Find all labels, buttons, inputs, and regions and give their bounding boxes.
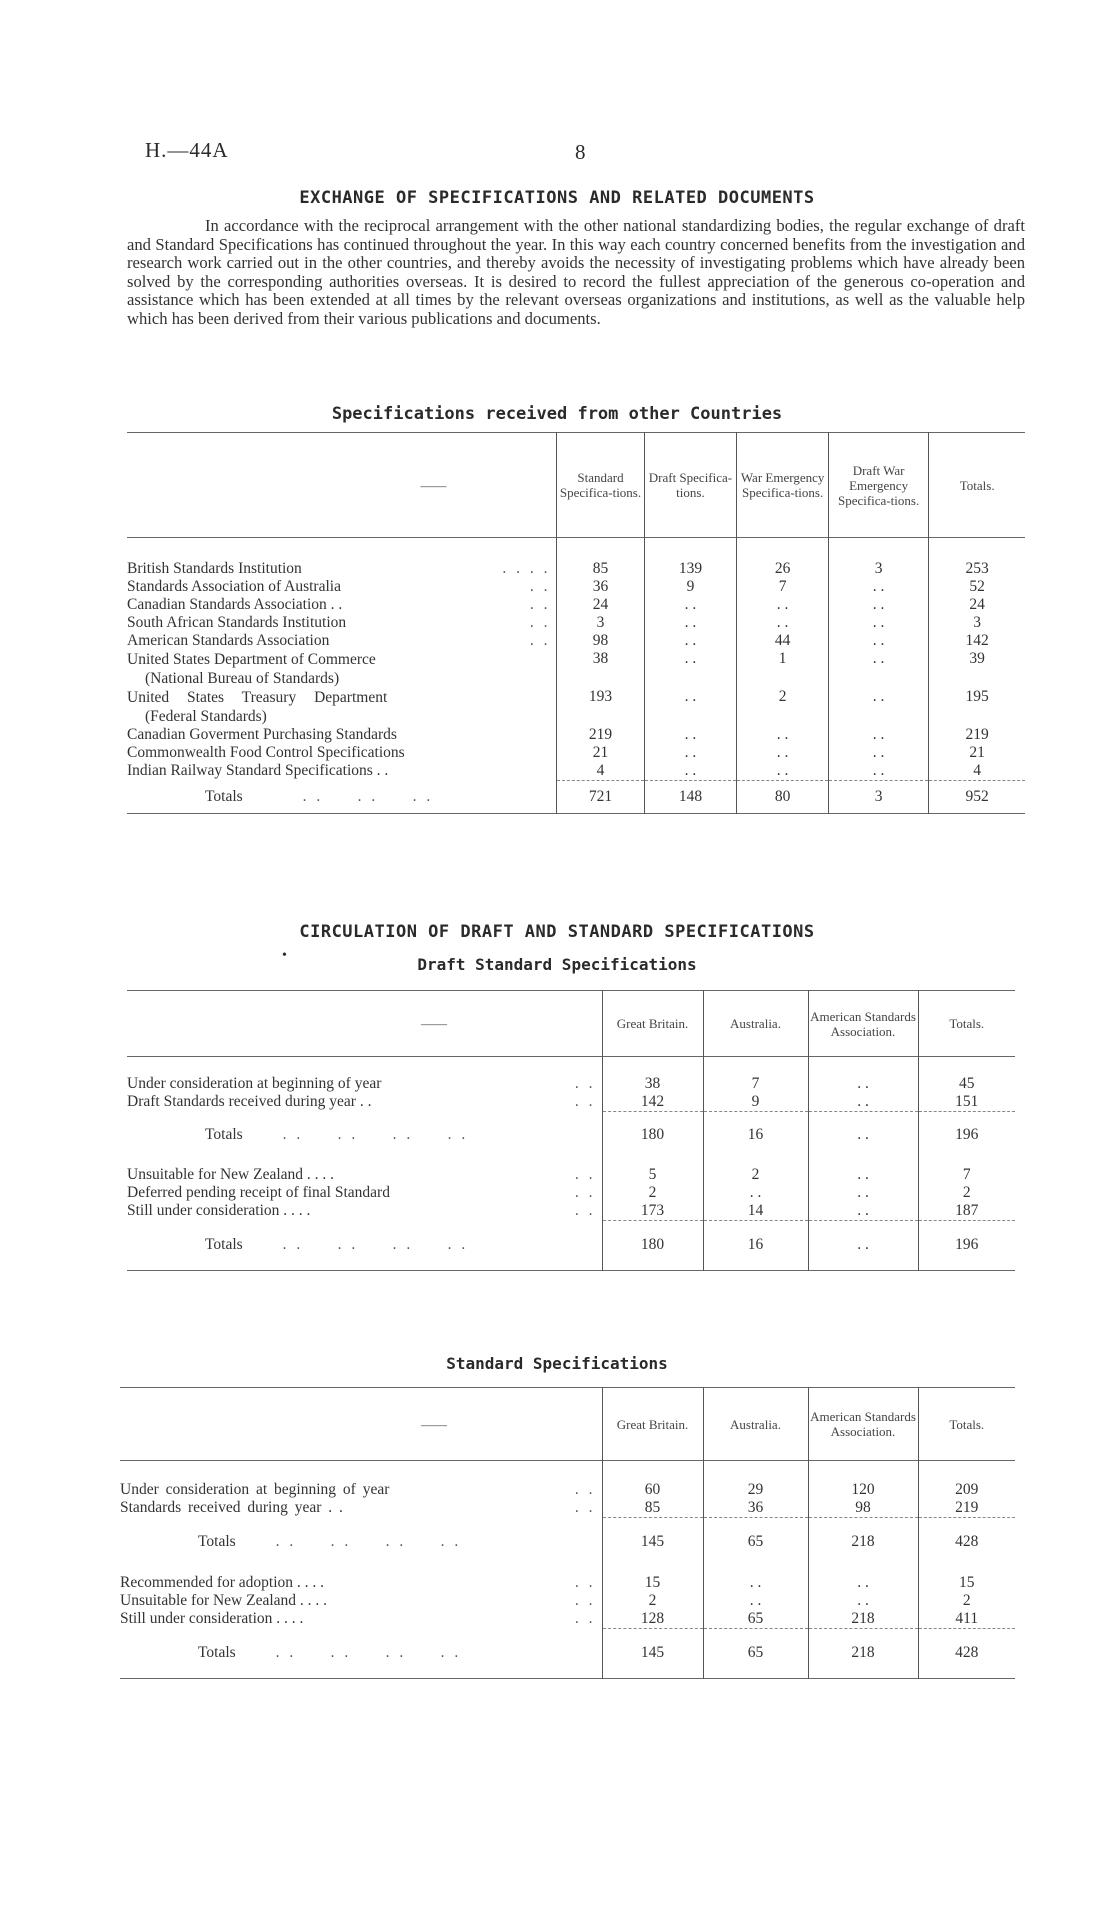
- subtotal-label: [120, 1518, 567, 1566]
- table-row: [127, 744, 1025, 762]
- cell: 209: [918, 1481, 1015, 1499]
- cell: . .: [808, 1184, 918, 1202]
- row-leader: . .: [529, 578, 551, 595]
- cell: 2: [918, 1592, 1015, 1610]
- totals-row: [120, 1628, 1015, 1679]
- row-leader: . . . .: [502, 560, 551, 577]
- cell: 142: [602, 1093, 703, 1112]
- exchange-paragraph-text: In accordance with the reciprocal arrangement with the other national standardizing bodies, the regular exchange of draft and Standard Specifications has continued throughout the year. In this way each country concerned benefits from the investigation and research work carried out in the other countries, and thereby avoids the necessity of investigating problems which have already been solved by the corresponding authorities overseas. It is desired to record the fullest appreciation of the generous co-operation and assistance which has been extended at all times by the relevant overseas organizations and institutions, as well as the valuable help which has been derived from their various publications and documents.: [127, 216, 1025, 328]
- row-label: Standards received during year . .: [120, 1499, 343, 1517]
- row-label: [127, 650, 557, 688]
- received-header-war: War Emergency Specifica-tions.: [737, 433, 829, 538]
- bullet-mark: •: [282, 948, 287, 963]
- cell: 187: [918, 1202, 1015, 1221]
- row-leader: . .: [574, 1591, 596, 1609]
- cell: 193: [557, 688, 644, 726]
- table-row: [127, 1202, 1015, 1221]
- row-label: Unsuitable for New Zealand . . . .: [120, 1591, 328, 1609]
- standard-header-dash: ——: [421, 1416, 447, 1432]
- cell: . .: [737, 762, 829, 781]
- table-row: [127, 578, 1025, 596]
- table-row: [127, 560, 1025, 578]
- row-label: Canadian Standards Association . .: [127, 596, 343, 613]
- subtotal-row: [120, 1518, 1015, 1566]
- cell: . .: [644, 688, 737, 726]
- cell: . .: [808, 1202, 918, 1221]
- row-label: South African Standards Institution: [127, 614, 347, 631]
- cell: 139: [644, 560, 737, 578]
- cell: 38: [602, 1075, 703, 1093]
- cell: . .: [808, 1166, 918, 1184]
- cell: . .: [644, 614, 737, 632]
- subtotal-cell: 428: [918, 1518, 1015, 1566]
- table-row: [127, 688, 1025, 726]
- draft-header-totals: Totals.: [918, 991, 1015, 1057]
- cell: 21: [557, 744, 644, 762]
- row-label: Draft Standards received during year . .: [127, 1093, 372, 1111]
- row-label-sub: (Federal Standards): [145, 708, 267, 725]
- cell: 2: [703, 1166, 808, 1184]
- table-row: [127, 1166, 1015, 1184]
- table-row: [120, 1574, 1015, 1592]
- cell: 24: [929, 596, 1025, 614]
- subtotal-leader: . . . . . . . .: [282, 1125, 469, 1143]
- cell: 219: [557, 726, 644, 744]
- cell: 128: [602, 1610, 703, 1629]
- totals-leader: . . . . . .: [302, 787, 434, 805]
- subtotal-row: [127, 1112, 1015, 1158]
- row-label: Canadian Goverment Purchasing Standards: [127, 726, 397, 743]
- subtotal-cell: 65: [703, 1518, 808, 1566]
- row-leader: . .: [574, 1481, 596, 1498]
- total-cell: 145: [602, 1628, 703, 1679]
- standard-header-asa: American Standards Association.: [808, 1388, 918, 1461]
- total-cell: 721: [557, 781, 644, 814]
- subtotal-cell: 16: [703, 1112, 808, 1158]
- row-label-main: United States Treasury Department: [127, 689, 388, 706]
- cell: . .: [828, 578, 928, 596]
- cell: . .: [828, 596, 928, 614]
- table-row: [127, 1184, 1015, 1202]
- cell: 98: [557, 632, 644, 650]
- subtotal-label-text: Totals: [198, 1532, 236, 1550]
- received-header-totals: Totals.: [929, 433, 1025, 538]
- received-header-dash: ——: [420, 477, 447, 493]
- subtotal-cell: . .: [808, 1112, 918, 1158]
- row-leader: . .: [574, 1183, 596, 1201]
- cell: . .: [644, 632, 737, 650]
- cell: 36: [703, 1499, 808, 1518]
- cell: 3: [828, 560, 928, 578]
- cell: 26: [737, 560, 829, 578]
- cell: . .: [737, 596, 829, 614]
- totals-label-text: Totals: [205, 1236, 243, 1253]
- cell: . .: [828, 632, 928, 650]
- draft-header-row: [127, 991, 1015, 1057]
- cell: 5: [602, 1166, 703, 1184]
- totals-leader: . . . . . . . .: [282, 1236, 469, 1253]
- cell: . .: [644, 650, 737, 688]
- row-leader: . .: [574, 1499, 596, 1517]
- cell: 411: [918, 1610, 1015, 1629]
- cell: . .: [828, 688, 928, 726]
- row-label: British Standards Institution: [127, 560, 302, 577]
- cell: 173: [602, 1202, 703, 1221]
- table-row: [127, 632, 1025, 650]
- received-table: [127, 432, 1025, 814]
- totals-label: [120, 1628, 567, 1679]
- row-leader: . .: [574, 1075, 596, 1092]
- cell: 1: [737, 650, 829, 688]
- cell: . .: [737, 614, 829, 632]
- standard-header-australia: Australia.: [703, 1388, 808, 1461]
- cell: 120: [808, 1481, 918, 1499]
- cell: 219: [929, 726, 1025, 744]
- total-cell: 196: [918, 1220, 1015, 1271]
- total-cell: 148: [644, 781, 737, 814]
- standard-table: [120, 1387, 1015, 1679]
- row-leader: . .: [574, 1093, 596, 1111]
- row-label: Still under consideration . . . .: [127, 1201, 311, 1219]
- cell: 14: [703, 1202, 808, 1221]
- totals-row: [127, 1220, 1015, 1271]
- cell: . .: [808, 1592, 918, 1610]
- cell: 4: [929, 762, 1025, 781]
- cell: 142: [929, 632, 1025, 650]
- totals-row: [127, 781, 1025, 814]
- received-header-row: [127, 433, 1025, 538]
- cell: . .: [828, 614, 928, 632]
- subtotal-cell: 196: [918, 1112, 1015, 1158]
- totals-label: [127, 781, 486, 814]
- cell: 15: [918, 1574, 1015, 1592]
- subtotal-leader: . . . . . . . .: [275, 1532, 462, 1550]
- row-label: Commonwealth Food Control Specifications: [127, 744, 405, 761]
- row-leader: . .: [529, 632, 551, 649]
- cell: 2: [602, 1592, 703, 1610]
- cell: 85: [602, 1499, 703, 1518]
- table-row: [120, 1592, 1015, 1610]
- total-cell: 218: [808, 1628, 918, 1679]
- draft-table: [127, 990, 1015, 1271]
- cell: 38: [557, 650, 644, 688]
- row-label-main: United States Department of Commerce: [127, 651, 376, 668]
- total-cell: 952: [929, 781, 1025, 814]
- cell: 9: [644, 578, 737, 596]
- cell: . .: [737, 726, 829, 744]
- cell: . .: [828, 650, 928, 688]
- row-leader: . .: [574, 1609, 596, 1627]
- cell: . .: [703, 1184, 808, 1202]
- exchange-paragraph: [127, 217, 1025, 329]
- row-leader: . .: [574, 1201, 596, 1219]
- total-cell: 428: [918, 1628, 1015, 1679]
- cell: 24: [557, 596, 644, 614]
- table-row: [127, 596, 1025, 614]
- row-label: Under consideration at beginning of year: [127, 1075, 382, 1092]
- cell: . .: [644, 596, 737, 614]
- cell: . .: [808, 1093, 918, 1112]
- cell: . .: [644, 726, 737, 744]
- cell: . .: [808, 1075, 918, 1093]
- cell: . .: [703, 1592, 808, 1610]
- cell: 2: [602, 1184, 703, 1202]
- cell: . .: [737, 744, 829, 762]
- total-cell: 180: [602, 1220, 703, 1271]
- cell: 45: [918, 1075, 1015, 1093]
- row-leader: . .: [529, 614, 551, 631]
- cell: 39: [929, 650, 1025, 688]
- total-cell: 3: [828, 781, 928, 814]
- cell: 15: [602, 1574, 703, 1592]
- subtotal-cell: 218: [808, 1518, 918, 1566]
- cell: 60: [602, 1481, 703, 1499]
- draft-header-australia: Australia.: [703, 991, 808, 1057]
- page-number: 8: [575, 140, 586, 164]
- table-row: [127, 1075, 1015, 1093]
- totals-label: [127, 1220, 567, 1271]
- cell: 3: [557, 614, 644, 632]
- received-header-standard: Standard Specifica-tions.: [557, 433, 644, 538]
- received-title: Specifications received from other Countries: [331, 404, 783, 424]
- cell: 44: [737, 632, 829, 650]
- subtotal-cell: 180: [602, 1112, 703, 1158]
- table-row: [120, 1610, 1015, 1629]
- cell: 2: [918, 1184, 1015, 1202]
- standard-header-gb: Great Britain.: [602, 1388, 703, 1461]
- totals-leader: . . . . . . . .: [275, 1644, 462, 1661]
- row-label: Still under consideration . . . .: [120, 1609, 304, 1627]
- subtotal-label-text: Totals: [205, 1125, 243, 1143]
- table-row: [127, 650, 1025, 688]
- cell: 21: [929, 744, 1025, 762]
- cell: 65: [703, 1610, 808, 1629]
- cell: . .: [828, 762, 928, 781]
- cell: 195: [929, 688, 1025, 726]
- circulation-title: CIRCULATION OF DRAFT AND STANDARD SPECIFICATIONS: [299, 922, 815, 942]
- exchange-title: EXCHANGE OF SPECIFICATIONS AND RELATED DOCUMENTS: [299, 188, 815, 208]
- cell: 7: [703, 1075, 808, 1093]
- table-row: [127, 1093, 1015, 1112]
- row-label: American Standards Association: [127, 632, 330, 649]
- total-cell: . .: [808, 1220, 918, 1271]
- cell: 218: [808, 1610, 918, 1629]
- draft-header-dash: ——: [421, 1016, 447, 1031]
- row-label: Deferred pending receipt of final Standard: [127, 1183, 390, 1201]
- cell: 4: [557, 762, 644, 781]
- cell: 2: [737, 688, 829, 726]
- subtotal-label: [127, 1112, 567, 1158]
- table-row: [127, 762, 1025, 781]
- draft-header-gb: Great Britain.: [602, 991, 703, 1057]
- table-row: [120, 1499, 1015, 1518]
- cell: . .: [828, 726, 928, 744]
- standard-header-row: [120, 1388, 1015, 1461]
- cell: 151: [918, 1093, 1015, 1112]
- cell: . .: [703, 1574, 808, 1592]
- cell: 3: [929, 614, 1025, 632]
- row-label-sub: (National Bureau of Standards): [145, 670, 340, 687]
- table-row: [127, 726, 1025, 744]
- totals-label-text: Totals: [205, 787, 243, 805]
- cell: 52: [929, 578, 1025, 596]
- row-label: Unsuitable for New Zealand . . . .: [127, 1165, 335, 1183]
- cell: 85: [557, 560, 644, 578]
- cell: 7: [737, 578, 829, 596]
- table-row: [127, 614, 1025, 632]
- cell: 219: [918, 1499, 1015, 1518]
- row-leader: . .: [529, 596, 551, 613]
- total-cell: 16: [703, 1220, 808, 1271]
- standard-header-totals: Totals.: [918, 1388, 1015, 1461]
- cell: 253: [929, 560, 1025, 578]
- total-cell: 80: [737, 781, 829, 814]
- row-leader: . .: [574, 1165, 596, 1183]
- cell: . .: [644, 744, 737, 762]
- row-label: [127, 688, 557, 726]
- cell: . .: [808, 1574, 918, 1592]
- cell: 36: [557, 578, 644, 596]
- row-label: Recommended for adoption . . . .: [120, 1573, 325, 1591]
- page-reference: H.—44A: [145, 138, 229, 162]
- cell: 7: [918, 1166, 1015, 1184]
- draft-header-asa: American Standards Association.: [808, 991, 918, 1057]
- table-row: [120, 1481, 1015, 1499]
- row-label: Standards Association of Australia: [127, 578, 341, 595]
- subtotal-cell: 145: [602, 1518, 703, 1566]
- cell: . .: [828, 744, 928, 762]
- cell: . .: [644, 762, 737, 781]
- received-header-draft: Draft Specifica-tions.: [644, 433, 737, 538]
- standard-table-title: Standard Specifications: [446, 1354, 668, 1373]
- row-label: Under consideration at beginning of year: [120, 1481, 390, 1498]
- cell: 98: [808, 1499, 918, 1518]
- row-leader: . .: [574, 1573, 596, 1591]
- cell: 29: [703, 1481, 808, 1499]
- row-label: Indian Railway Standard Specifications . .: [127, 762, 389, 780]
- received-header-draft-war: Draft War Emergency Specifica-tions.: [828, 433, 928, 538]
- cell: 9: [703, 1093, 808, 1112]
- totals-label-text: Totals: [198, 1644, 236, 1661]
- draft-table-title: Draft Standard Specifications: [417, 955, 697, 974]
- total-cell: 65: [703, 1628, 808, 1679]
